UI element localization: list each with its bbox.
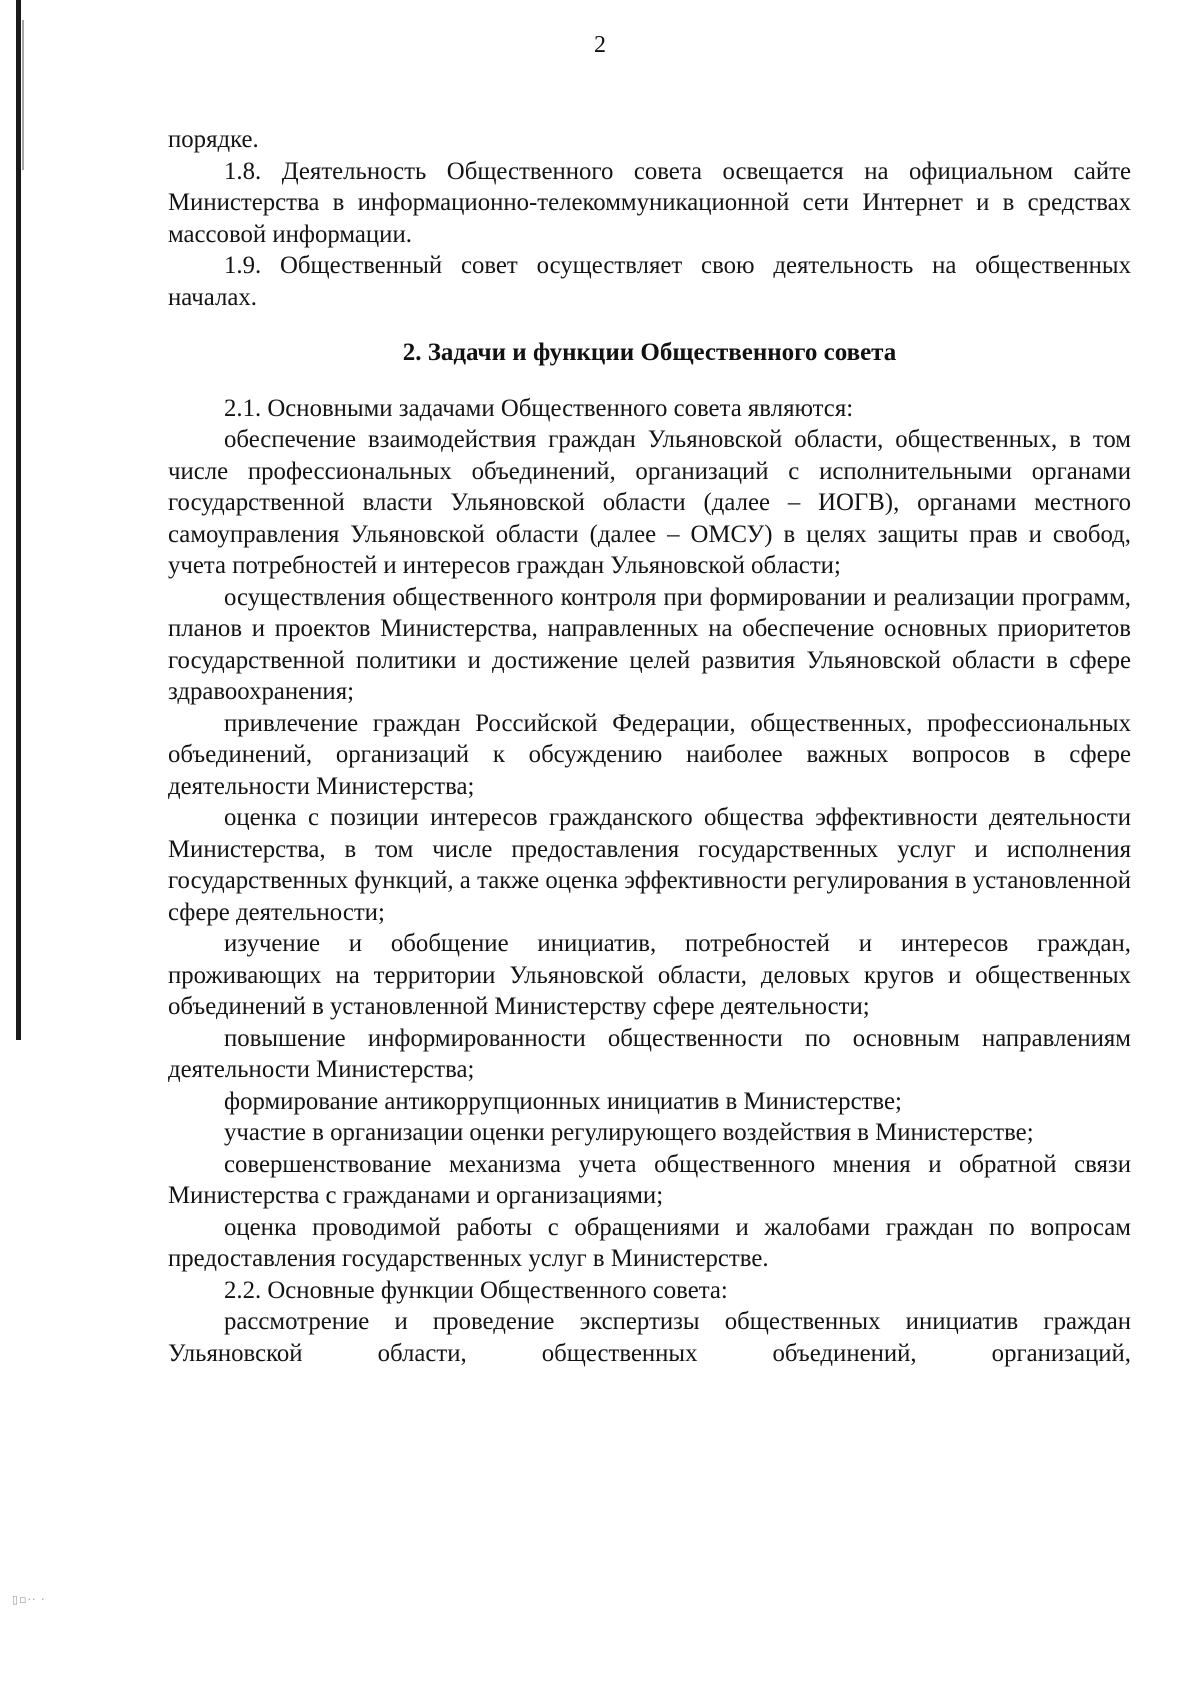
- paragraph-1-9: 1.9. Общественный совет осуществляет свою деятельность на общественных началах.: [168, 252, 1131, 311]
- page-number: 2: [594, 32, 606, 58]
- scan-binding-edge: [16, 0, 21, 1040]
- task-item: совершенствование механизма учета общественного мнения и обратной связи Министерства с гражданами и организациями;: [168, 1150, 1131, 1209]
- paragraph-continuation: порядке.: [168, 126, 259, 153]
- scan-artifact: ▯▫·· ·: [12, 1593, 46, 1606]
- task-item: повышение информированности общественности по основным направлениям деятельности Министерства;: [168, 1024, 1131, 1083]
- section-heading: 2. Задачи и функции Общественного совета: [402, 339, 897, 366]
- task-item: оценка проводимой работы с обращениями и жалобами граждан по вопросам предоставления государственных услуг в Министерстве.: [168, 1213, 1131, 1272]
- task-item: привлечение граждан Российской Федерации, общественных, профессиональных объединений, организаций к обсуждению наиболее важных вопросов в сфере деятельности Министерства;: [168, 709, 1131, 800]
- task-item: изучение и обобщение инициатив, потребностей и интересов граждан, проживающих на территории Ульяновской области, деловых кругов и общественных объединений в установленной Министерству сфере деятельности;: [168, 930, 1131, 1020]
- task-item: участие в организации оценки регулирующего воздействия в Министерстве;: [224, 1119, 1034, 1146]
- paragraph-2-1-intro: 2.1. Основными задачами Общественного совета являются:: [224, 394, 854, 422]
- paragraph-2-2-intro: 2.2. Основные функции Общественного совета:: [224, 1276, 728, 1304]
- task-item: оценка с позиции интересов гражданского общества эффективности деятельности Министерства, в том числе предоставления государственных услуг и исполнения государственных функций, а также оценка эффективности регулирования в установленной сфере деятельности;: [168, 804, 1131, 926]
- paragraph-1-8: 1.8. Деятельность Общественного совета освещается на официальном сайте Министерства в информационно-телекоммуникационной сети Интернет и в средствах массовой информации.: [168, 157, 1131, 248]
- task-item: формирование антикоррупционных инициатив в Министерстве;: [224, 1087, 902, 1115]
- document-body: [168, 124, 1131, 1369]
- task-item: обеспечение взаимодействия граждан Ульяновской области, общественных, в том числе профессиональных объединений, организаций с исполнительными органами государственной власти Ульяновской области (далее – ИОГВ), органами местного самоуправления Ульяновской области (далее – ОМСУ) в целях защиты прав и свобод, учета потребностей и интересов граждан Ульяновской области;: [168, 426, 1131, 579]
- function-item: рассмотрение и проведение экспертизы общественных инициатив граждан Ульяновской области, общественных объединений, организаций,: [168, 1308, 1131, 1367]
- task-item: осуществления общественного контроля при формировании и реализации программ, планов и проектов Министерства, направленных на обеспечение основных приоритетов государственной политики и достижение целей развития Ульяновской области в сфере здравоохранения;: [168, 583, 1131, 705]
